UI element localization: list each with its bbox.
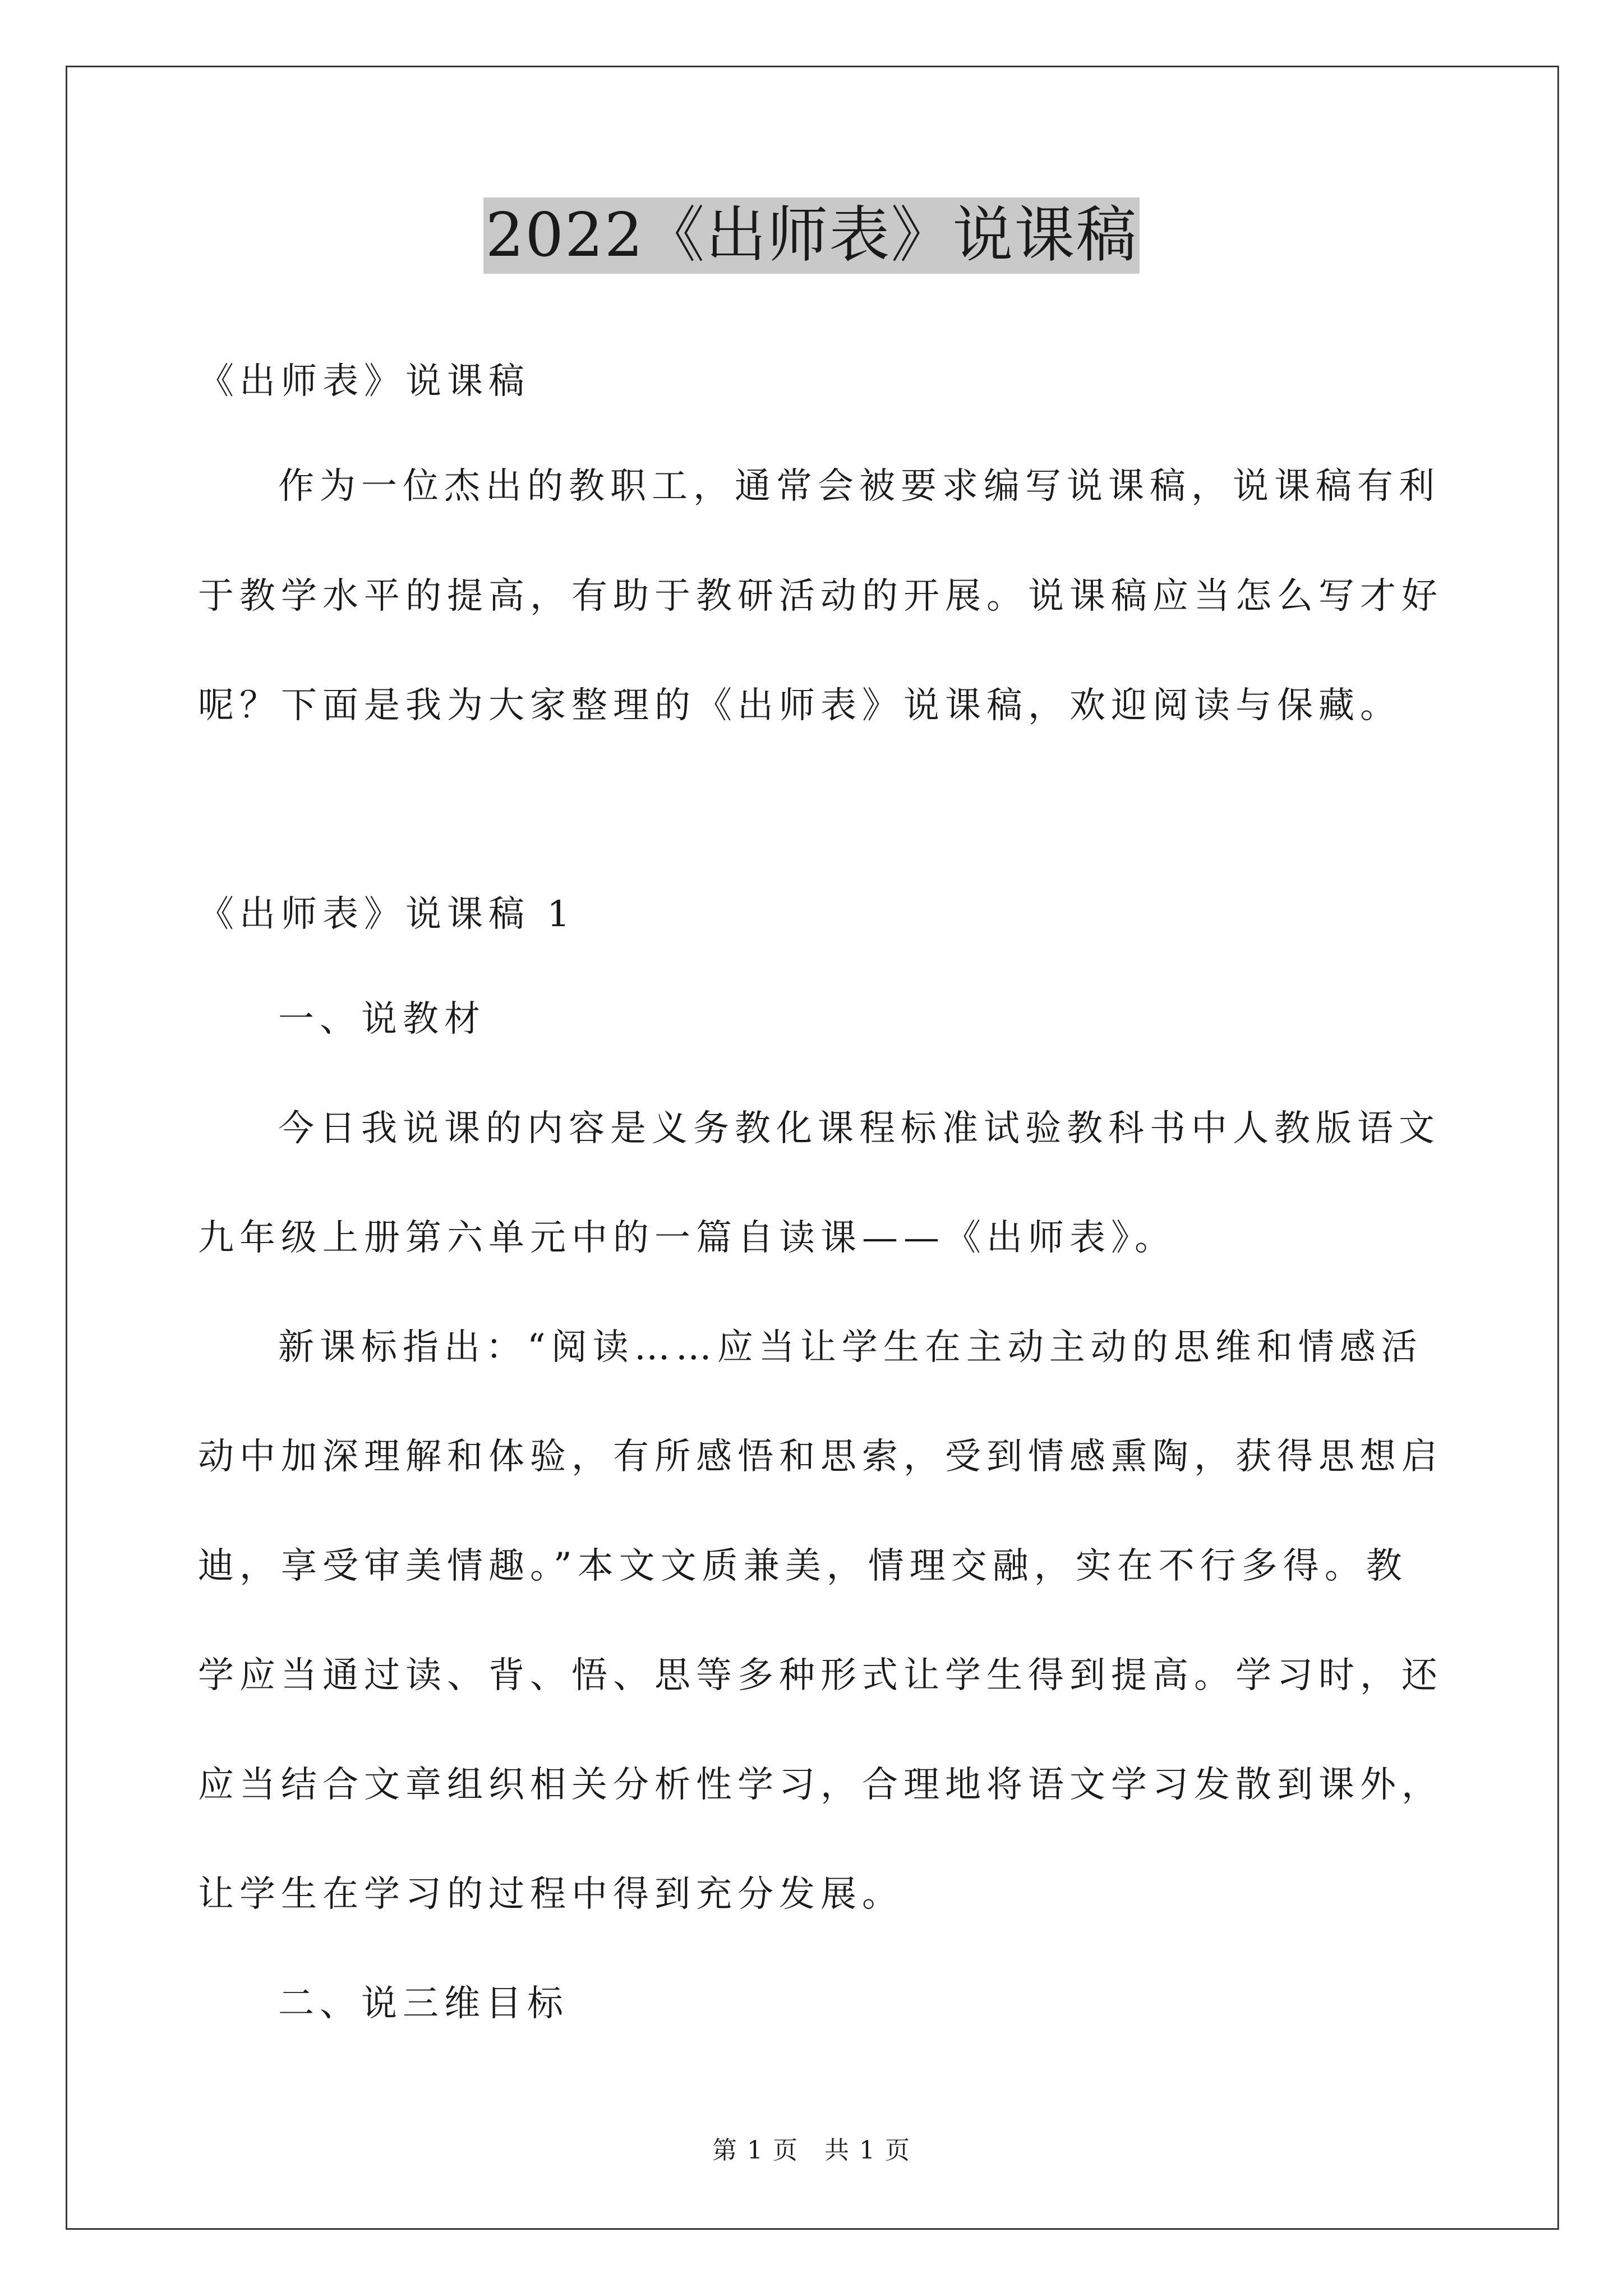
section-title: 《出师表》说课稿 1 [198,894,576,935]
paragraph-line: 迪，享受审美情趣。”本文文质兼美，情理交融，实在不行多得。教 [198,1545,1408,1587]
page-footer: 第 1 页 共 1 页 [712,2136,911,2165]
document-title-block [0,197,1623,274]
paragraph-line: 新课标指出：“阅读……应当让学生在主动主动的思维和情感活 [278,1327,1423,1368]
paragraph-line: 动中加深理解和体验，有所感悟和思索，受到情感熏陶，获得思想启 [198,1436,1443,1478]
paragraph-line: 九年级上册第六单元中的一篇自读课——《出师表》。 [198,1217,1176,1259]
intro-line: 于教学水平的提高，有助于教研活动的开展。说课稿应当怎么写才好 [198,576,1443,617]
intro-line: 作为一位杰出的教职工，通常会被要求编写说课稿，说课稿有利 [278,466,1440,507]
paragraph-line: 让学生在学习的过程中得到充分发展。 [198,1874,903,1915]
paragraph-line: 应当结合文章组织相关分析性学习，合理地将语文学习发散到课外， [198,1764,1443,1806]
paragraph-line: 今日我说课的内容是义务教化课程标准试验教科书中人教版语文 [278,1108,1440,1149]
heading-objectives: 二、说三维目标 [278,1983,569,2024]
heading-textbook: 一、说教材 [278,999,486,1040]
document-title: 2022《出师表》说课稿 [483,197,1140,274]
paragraph-line: 学应当通过读、背、悟、思等多种形式让学生得到提高。学习时，还 [198,1655,1443,1696]
intro-line: 呢？下面是我为大家整理的《出师表》说课稿，欢迎阅读与保藏。 [198,685,1401,726]
subtitle: 《出师表》说课稿 [198,361,530,402]
